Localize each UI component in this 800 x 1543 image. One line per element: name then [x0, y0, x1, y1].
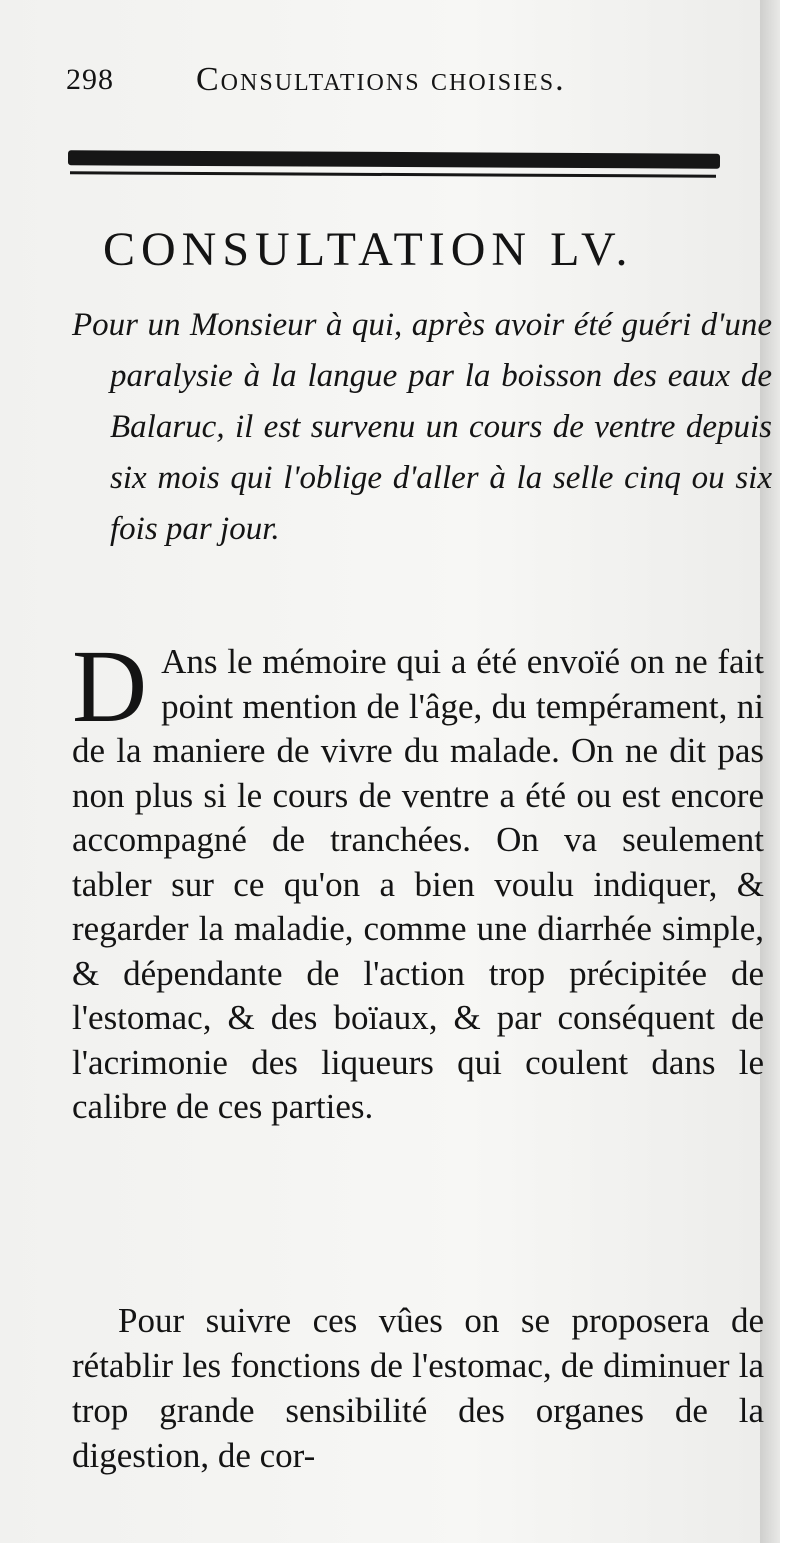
- consultation-summary: Pour un Monsieur à qui, après avoir été guéri d'une paralysie à la langue par la boisson des eaux de Balaruc, il est survenu un cours de ventre depuis six mois qui l'oblige d'aller à la selle cinq ou six fois par jour.: [72, 307, 772, 547]
- page-header: [66, 55, 706, 105]
- header-rule-thin: [70, 171, 716, 177]
- consultation-title: CONSULTATION LV.: [103, 223, 634, 276]
- paragraph-1-text: Ans le mémoire qui a été envoïé on ne fait point mention de l'âge, du tempérament, ni de la maniere de vivre du malade. On ne dit pas non plus si le cours de ventre a été ou est encore accompagné de tranchées. On va seulement tabler sur ce qu'on a bien voulu indiquer, & regarder la maladie, comme une diarrhée simple, & dépendante de l'action trop précipitée de l'estomac, & des boïaux, & par conséquent de l'acrimonie des liqueurs qui coulent dans le calibre de ces parties.: [72, 642, 764, 1126]
- page-number: 298: [66, 63, 114, 96]
- drop-cap: D: [72, 629, 148, 744]
- body-paragraph-2: Pour suivre ces vûes on se proposera de rétablir les fonctions de l'estomac, de diminuer la trop grande sensibilité des organes de la digestion, de cor-: [72, 1301, 764, 1475]
- running-head: Consultations choisies.: [196, 61, 566, 98]
- header-rule: [68, 150, 720, 168]
- body-paragraph-1: [72, 629, 764, 1130]
